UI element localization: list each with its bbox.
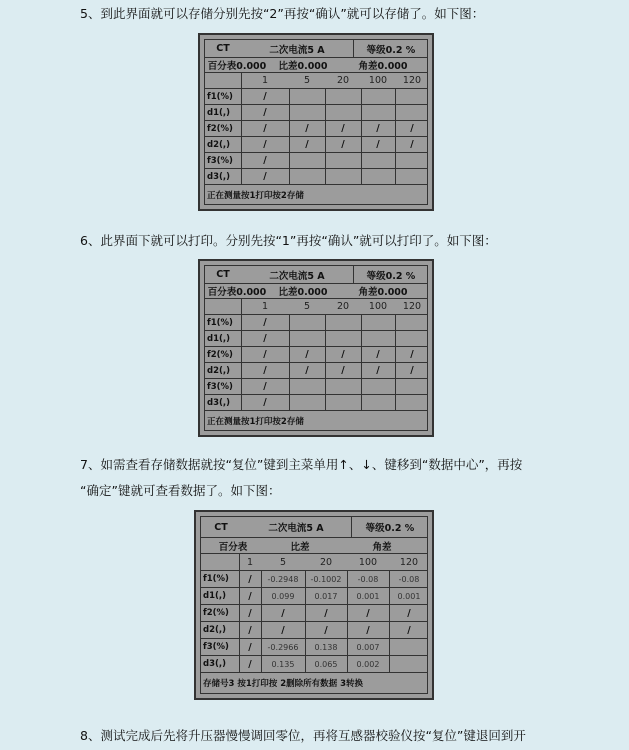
grid-divider <box>261 639 262 655</box>
grid-divider <box>347 605 348 621</box>
table-row <box>205 121 427 137</box>
grid-divider <box>325 89 326 104</box>
table-cell: / <box>410 139 414 150</box>
table-cell: / <box>305 139 309 150</box>
row-label: d3(,) <box>207 171 230 182</box>
grid-divider <box>361 137 362 152</box>
grid-divider <box>389 639 390 655</box>
table-cell <box>361 315 395 330</box>
grid-divider <box>289 153 290 168</box>
grid-divider <box>395 105 396 120</box>
column-header: 1 <box>261 75 269 86</box>
grid-divider <box>347 656 348 672</box>
percent-meter-label: 百分表0.000 <box>207 61 267 72</box>
table-cell: / <box>248 590 252 602</box>
table-cell: / <box>341 349 345 360</box>
grid-divider <box>361 315 362 330</box>
table-row <box>201 588 427 605</box>
table-cell: / <box>263 333 267 344</box>
column-header-row <box>201 554 427 571</box>
secondary-current-label: 二次电流5 A <box>268 523 324 534</box>
table-cell: / <box>248 624 252 636</box>
table-cell: -0.2948 <box>267 574 299 584</box>
table-row <box>205 137 427 153</box>
table-cell <box>361 89 395 104</box>
table-cell <box>395 153 429 168</box>
table-cell: / <box>263 349 267 360</box>
title-row <box>205 266 427 284</box>
grid-divider <box>289 89 290 104</box>
grid-divider <box>389 605 390 621</box>
grid-divider <box>325 169 326 184</box>
table-cell: / <box>341 139 345 150</box>
grid-divider <box>289 395 290 410</box>
grid-divider <box>325 395 326 410</box>
table-cell <box>395 169 429 184</box>
ratio-error-label: 比差 <box>290 541 310 553</box>
table-cell: / <box>263 155 267 166</box>
grid-divider <box>361 105 362 120</box>
table-cell: / <box>263 365 267 376</box>
table-cell <box>325 105 361 120</box>
step-6-text: 6、此界面下就可以打印。分别先按“1”再按“确认”就可以打印了。如下图： <box>80 233 497 248</box>
grid-divider <box>347 622 348 638</box>
grid-divider <box>239 656 240 672</box>
table-row <box>205 363 427 379</box>
table-cell: / <box>263 381 267 392</box>
table-cell <box>361 395 395 410</box>
table-row <box>205 379 427 395</box>
grid-divider <box>289 105 290 120</box>
table-cell <box>395 395 429 410</box>
row-label: d3(,) <box>203 659 226 669</box>
meter-screen-print <box>198 259 434 437</box>
row-label: d1(,) <box>207 107 230 118</box>
grid-divider <box>347 571 348 587</box>
table-row <box>205 315 427 331</box>
grid-divider <box>325 153 326 168</box>
table-cell: 0.007 <box>356 642 380 652</box>
table-cell <box>289 105 325 120</box>
table-cell: / <box>324 624 328 636</box>
table-cell <box>289 395 325 410</box>
table-row <box>205 395 427 411</box>
column-header: 100 <box>368 75 388 86</box>
grid-divider <box>261 656 262 672</box>
table-cell: 0.001 <box>397 591 421 601</box>
column-header: 1 <box>261 301 269 312</box>
row-label: f3(%) <box>207 155 233 166</box>
meter-screen-data-center <box>194 510 434 700</box>
grid-divider <box>361 121 362 136</box>
grid-divider <box>395 363 396 378</box>
status-footer: 正在测量按1打印按2存储 <box>207 416 304 427</box>
meter-screen-store <box>198 33 434 211</box>
grid-divider <box>361 395 362 410</box>
table-cell: / <box>376 123 380 134</box>
grid-divider <box>395 315 396 330</box>
grid-divider <box>395 395 396 410</box>
grid-divider <box>241 395 242 410</box>
grid-divider <box>395 169 396 184</box>
table-cell <box>289 169 325 184</box>
column-header-row <box>205 73 427 89</box>
secondary-current-label: 二次电流5 A <box>269 270 325 282</box>
column-header: 20 <box>336 301 350 312</box>
grid-divider <box>325 363 326 378</box>
table-cell: / <box>366 607 370 619</box>
percent-meter-label: 百分表0.000 <box>207 287 267 298</box>
grid-divider <box>241 331 242 346</box>
table-row <box>201 656 427 673</box>
table-cell <box>325 331 361 346</box>
table-cell <box>395 331 429 346</box>
table-cell: / <box>263 123 267 134</box>
table-cell: / <box>341 365 345 376</box>
column-header: 5 <box>303 75 311 86</box>
secondary-current-label: 二次电流5 A <box>269 44 325 56</box>
table-row <box>201 571 427 588</box>
percent-meter-label: 百分表 <box>218 541 248 553</box>
table-cell: -0.2966 <box>267 642 299 652</box>
table-cell <box>395 105 429 120</box>
row-label: d1(,) <box>203 591 226 601</box>
table-row <box>205 153 427 169</box>
row-label: d1(,) <box>207 333 230 344</box>
table-cell <box>361 331 395 346</box>
grid-divider <box>305 639 306 655</box>
grid-divider <box>389 588 390 604</box>
status-footer: 存储号3 按1打印按 2删除所有数据 3转换 <box>203 679 364 689</box>
ratio-error-label: 比差0.000 <box>278 61 328 72</box>
grid-divider <box>325 347 326 362</box>
table-row <box>205 105 427 121</box>
column-header: 5 <box>303 301 311 312</box>
table-cell <box>361 153 395 168</box>
grid-divider <box>395 121 396 136</box>
table-cell <box>389 639 429 655</box>
table-cell: / <box>248 641 252 653</box>
grid-divider <box>241 169 242 184</box>
table-cell: / <box>263 397 267 408</box>
table-cell <box>325 89 361 104</box>
row-label: d2(,) <box>207 365 230 376</box>
table-row <box>205 347 427 363</box>
table-cell: / <box>407 624 411 636</box>
grade-label: 等级0.2 % <box>366 270 416 282</box>
table-cell <box>389 656 429 672</box>
table-cell: / <box>248 658 252 670</box>
table-row <box>205 169 427 185</box>
step-8-text: 8、测试完成后先将升压器慢慢调回零位，再将互感器校验仪按“复位”键退回到开 <box>80 728 526 743</box>
column-header: 20 <box>336 75 350 86</box>
grid-divider <box>239 639 240 655</box>
table-cell <box>361 169 395 184</box>
grid-divider <box>325 105 326 120</box>
table-cell: / <box>263 107 267 118</box>
row-label: f2(%) <box>207 123 233 134</box>
table-cell: / <box>366 624 370 636</box>
grid-divider <box>289 121 290 136</box>
table-cell: / <box>263 171 267 182</box>
ct-label: CT <box>214 521 228 533</box>
grid-divider <box>305 588 306 604</box>
grid-divider <box>241 363 242 378</box>
table-cell: / <box>376 139 380 150</box>
table-cell: / <box>263 317 267 328</box>
grid-divider <box>325 331 326 346</box>
grid-divider <box>261 588 262 604</box>
table-cell: / <box>281 624 285 636</box>
grid-divider <box>395 347 396 362</box>
table-cell: / <box>305 123 309 134</box>
grid-divider <box>361 363 362 378</box>
grid-divider <box>389 571 390 587</box>
grid-divider <box>241 315 242 330</box>
grid-divider <box>305 656 306 672</box>
table-cell: / <box>248 573 252 585</box>
grid-divider <box>347 588 348 604</box>
table-cell <box>289 315 325 330</box>
grid-divider <box>241 299 242 314</box>
table-cell: / <box>248 607 252 619</box>
column-header: 1 <box>246 556 254 568</box>
title-row <box>201 517 427 538</box>
grid-divider <box>241 73 242 88</box>
grid-divider <box>389 622 390 638</box>
grid-divider <box>389 656 390 672</box>
grid-divider <box>241 137 242 152</box>
grid-divider <box>351 517 352 537</box>
info-row <box>205 284 427 299</box>
row-label: f2(%) <box>207 349 233 360</box>
table-cell: / <box>410 123 414 134</box>
table-cell <box>325 169 361 184</box>
table-cell <box>361 379 395 394</box>
table-cell: / <box>324 607 328 619</box>
table-cell: / <box>410 349 414 360</box>
grid-divider <box>261 571 262 587</box>
column-header: 120 <box>399 556 419 568</box>
table-cell: -0.08 <box>398 574 420 584</box>
status-footer: 正在测量按1打印按2存储 <box>207 190 304 201</box>
info-row <box>205 58 427 73</box>
table-cell: 0.135 <box>271 659 295 669</box>
grid-divider <box>347 639 348 655</box>
table-cell: 0.002 <box>356 659 380 669</box>
row-label: f2(%) <box>203 608 229 618</box>
row-label: f1(%) <box>207 317 233 328</box>
table-cell: / <box>263 91 267 102</box>
table-cell <box>325 395 361 410</box>
step-5-text: 5、到此界面就可以存储分别先按“2”再按“确认”就可以存储了。如下图： <box>80 6 485 21</box>
grid-divider <box>353 266 354 283</box>
grid-divider <box>395 331 396 346</box>
grid-divider <box>325 121 326 136</box>
table-cell <box>361 105 395 120</box>
grid-divider <box>361 379 362 394</box>
table-cell: / <box>305 349 309 360</box>
grid-divider <box>261 605 262 621</box>
grid-divider <box>395 89 396 104</box>
grid-divider <box>395 137 396 152</box>
grade-label: 等级0.2 % <box>365 523 415 534</box>
table-cell: 0.017 <box>314 591 338 601</box>
column-header: 20 <box>319 556 333 568</box>
table-cell <box>289 89 325 104</box>
row-label: f3(%) <box>203 642 229 652</box>
grid-divider <box>239 554 240 570</box>
table-row <box>205 331 427 347</box>
ct-label: CT <box>216 269 230 280</box>
row-label: f3(%) <box>207 381 233 392</box>
column-header: 100 <box>368 301 388 312</box>
grid-divider <box>239 605 240 621</box>
grid-divider <box>241 105 242 120</box>
title-row <box>205 40 427 58</box>
column-header: 5 <box>279 556 287 568</box>
table-row <box>201 639 427 656</box>
angle-error-label: 角差0.000 <box>358 61 408 72</box>
table-cell: / <box>410 365 414 376</box>
ratio-error-label: 比差0.000 <box>278 287 328 298</box>
table-cell: / <box>407 607 411 619</box>
table-cell <box>289 379 325 394</box>
grid-divider <box>289 137 290 152</box>
table-cell: -0.08 <box>357 574 379 584</box>
grid-divider <box>241 153 242 168</box>
table-cell <box>395 89 429 104</box>
grid-divider <box>261 622 262 638</box>
table-row <box>201 605 427 622</box>
grid-divider <box>361 331 362 346</box>
grid-divider <box>289 315 290 330</box>
grid-divider <box>361 169 362 184</box>
column-header: 120 <box>402 301 422 312</box>
table-cell: 0.001 <box>356 591 380 601</box>
table-cell: 0.138 <box>314 642 338 652</box>
grid-divider <box>239 622 240 638</box>
table-cell: 0.099 <box>271 591 295 601</box>
grid-divider <box>289 379 290 394</box>
table-cell <box>289 153 325 168</box>
grid-divider <box>305 571 306 587</box>
column-header-row <box>205 299 427 315</box>
grid-divider <box>361 89 362 104</box>
grid-divider <box>289 169 290 184</box>
row-label: d3(,) <box>207 397 230 408</box>
table-cell: / <box>376 365 380 376</box>
grid-divider <box>353 40 354 57</box>
grid-divider <box>289 363 290 378</box>
grid-divider <box>239 571 240 587</box>
table-cell <box>325 379 361 394</box>
table-cell <box>289 331 325 346</box>
grid-divider <box>241 121 242 136</box>
table-cell: / <box>305 365 309 376</box>
grid-divider <box>241 89 242 104</box>
table-cell <box>325 153 361 168</box>
grid-divider <box>305 622 306 638</box>
grid-divider <box>395 153 396 168</box>
grid-divider <box>395 379 396 394</box>
grid-divider <box>325 379 326 394</box>
row-label: d2(,) <box>203 625 226 635</box>
grid-divider <box>241 379 242 394</box>
angle-error-label: 角差 <box>372 541 392 553</box>
grid-divider <box>289 347 290 362</box>
step-7-text-line1: 7、如需查看存储数据就按“复位”键到主菜单用↑、↓、键移到“数据中心”，再按 <box>80 457 523 472</box>
table-row <box>205 89 427 105</box>
grid-divider <box>361 347 362 362</box>
info-row <box>201 538 427 554</box>
step-7-text-line2: “确定”键就可查看数据了。如下图： <box>80 483 281 498</box>
row-label: f1(%) <box>207 91 233 102</box>
table-cell: / <box>281 607 285 619</box>
grid-divider <box>239 588 240 604</box>
grade-label: 等级0.2 % <box>366 44 416 56</box>
grid-divider <box>325 315 326 330</box>
grid-divider <box>241 347 242 362</box>
table-cell: / <box>263 139 267 150</box>
table-cell: / <box>341 123 345 134</box>
table-row <box>201 622 427 639</box>
grid-divider <box>325 137 326 152</box>
table-cell: 0.065 <box>314 659 338 669</box>
grid-divider <box>289 331 290 346</box>
table-cell: / <box>376 349 380 360</box>
row-label: f1(%) <box>203 574 229 584</box>
table-cell <box>395 315 429 330</box>
table-cell <box>325 315 361 330</box>
grid-divider <box>305 605 306 621</box>
angle-error-label: 角差0.000 <box>358 287 408 298</box>
column-header: 120 <box>402 75 422 86</box>
ct-label: CT <box>216 43 230 54</box>
column-header: 100 <box>358 556 378 568</box>
table-cell: -0.1002 <box>310 574 342 584</box>
row-label: d2(,) <box>207 139 230 150</box>
table-cell <box>395 379 429 394</box>
grid-divider <box>361 153 362 168</box>
